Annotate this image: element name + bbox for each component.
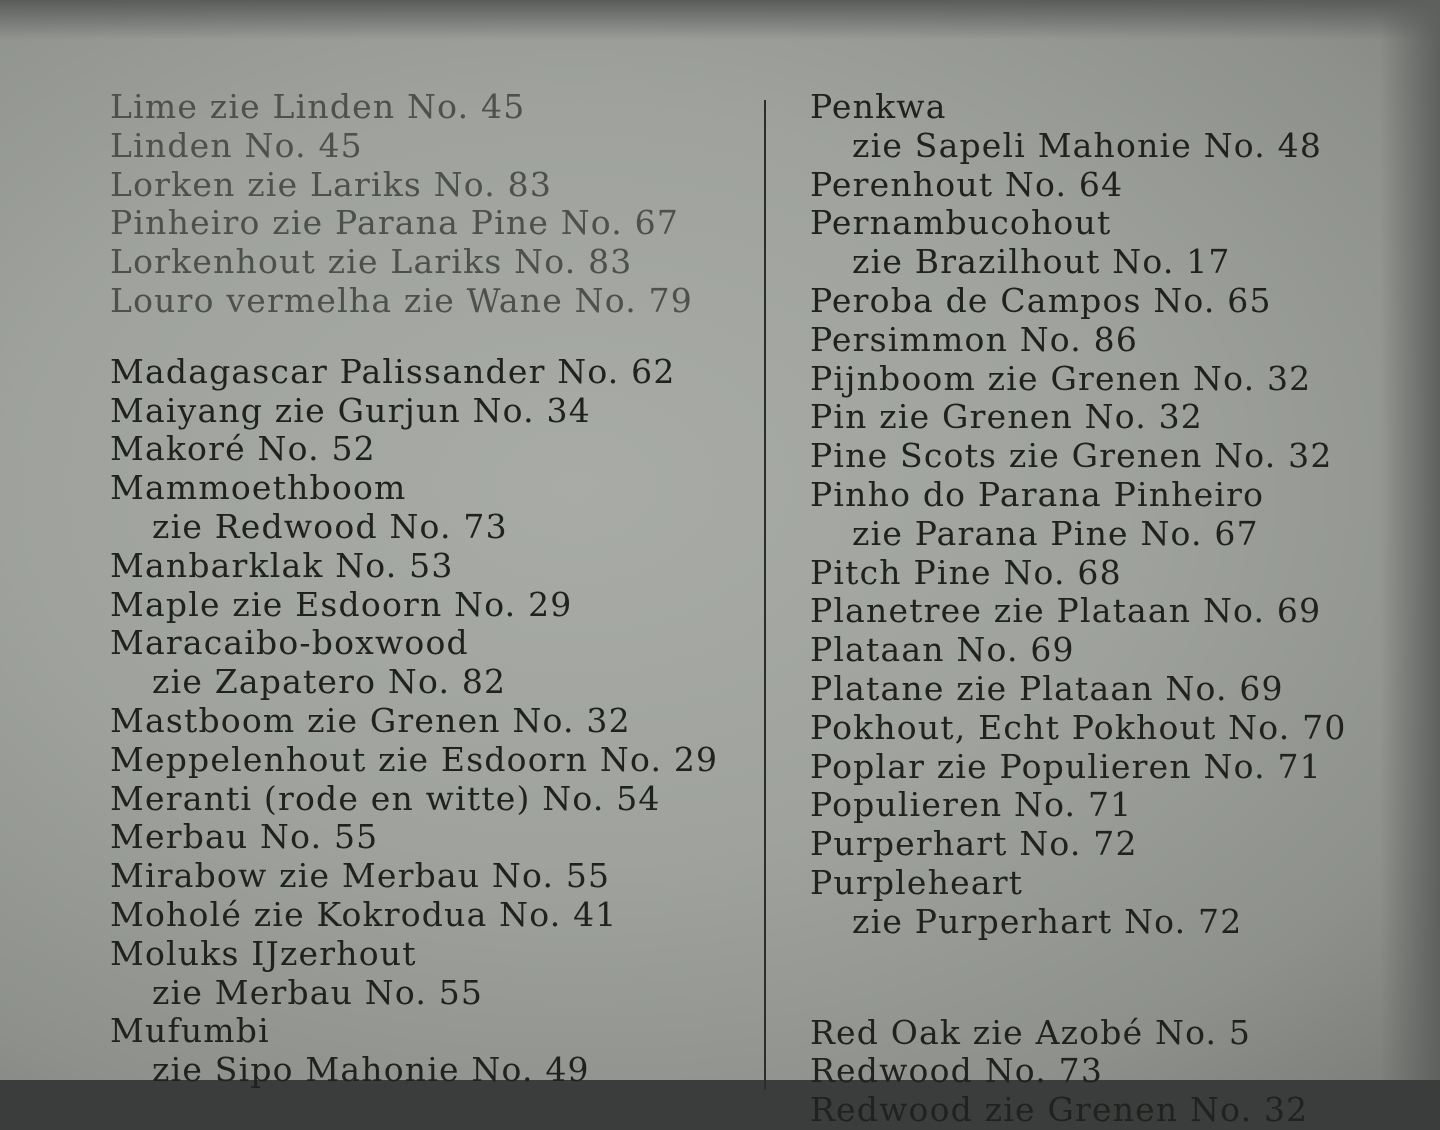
index-column-left (110, 88, 760, 1090)
index-entry: Red Oak zie Azobé No. 5 (810, 1012, 1252, 1052)
index-entry: Mufumbi (110, 1011, 270, 1051)
index-entry: Meppelenhout zie Esdoorn No. 29 (110, 739, 719, 779)
index-entry-continuation: zie Merbau No. 55 (152, 972, 484, 1012)
index-entry-continuation: zie Parana Pine No. 67 (852, 513, 1259, 553)
index-entry: Pijnboom zie Grenen No. 32 (810, 358, 1312, 398)
index-entry: Meranti (rode en witte) No. 54 (110, 778, 661, 818)
index-entry: Poplar zie Populieren No. 71 (810, 746, 1322, 786)
index-entry: Moluks IJzerhout (110, 933, 417, 973)
index-entry-continuation: zie Sapeli Mahonie No. 48 (852, 125, 1323, 165)
index-entry: Lime zie Linden No. 45 (110, 87, 526, 126)
index-entry: Redwood No. 73 (810, 1051, 1104, 1091)
index-entry: Madagascar Palissander No. 62 (110, 351, 676, 391)
index-entry-continuation: zie Purperhart No. 72 (852, 901, 1243, 941)
index-entry: Redwood zie Grenen No. 32 (810, 1090, 1309, 1130)
index-entry: Louro vermelha zie Wane No. 79 (110, 280, 693, 320)
index-entry: Mirabow zie Merbau No. 55 (110, 856, 611, 896)
index-entry: Manbarklak No. 53 (110, 545, 454, 585)
index-entry: Moholé zie Kokrodua No. 41 (110, 894, 618, 934)
index-entry: Planetree zie Plataan No. 69 (810, 591, 1322, 631)
index-entry: Makoré No. 52 (110, 429, 376, 469)
index-entry: Pitch Pine No. 68 (810, 552, 1122, 592)
index-entry: Platane zie Plataan No. 69 (810, 668, 1284, 708)
index-entry: Mammoethboom (110, 468, 407, 508)
index-entry: Pin zie Grenen No. 32 (810, 397, 1203, 437)
index-entry: Lorken zie Lariks No. 83 (110, 164, 553, 204)
page-shadow-top (0, 0, 1440, 40)
index-entry: Peroba de Campos No. 65 (810, 280, 1272, 320)
index-entry: Penkwa (810, 87, 947, 126)
index-entry: Pokhout, Echt Pokhout No. 70 (810, 707, 1347, 747)
index-entry: Pernambucohout (810, 203, 1112, 243)
index-entry: Linden No. 45 (110, 125, 363, 165)
index-entry: Pinho do Parana Pinheiro (810, 474, 1265, 514)
index-entry: Purpleheart (810, 862, 1024, 902)
index-entry: Maple zie Esdoorn No. 29 (110, 584, 573, 624)
index-column-right (810, 88, 1410, 1130)
index-entry: Purperhart No. 72 (810, 824, 1138, 864)
index-entry: Pine Scots zie Grenen No. 32 (810, 436, 1333, 476)
index-entry: Maracaibo-boxwood (110, 623, 469, 663)
index-entry: Persimmon No. 86 (810, 319, 1139, 359)
index-entry: Lorkenhout zie Lariks No. 83 (110, 242, 633, 282)
index-entry-continuation: zie Redwood No. 73 (152, 506, 508, 546)
index-entry-continuation: zie Brazilhout No. 17 (852, 242, 1231, 282)
index-entry: Plataan No. 69 (810, 630, 1075, 670)
index-entry: Populieren No. 71 (810, 785, 1133, 825)
index-entry: Merbau No. 55 (110, 817, 379, 857)
index-entry: Maiyang zie Gurjun No. 34 (110, 390, 591, 430)
index-entry-continuation: zie Zapatero No. 82 (152, 662, 507, 702)
index-entry: Pinheiro zie Parana Pine No. 67 (110, 203, 680, 243)
index-entry-continuation: zie Sipo Mahonie No. 49 (152, 1050, 590, 1090)
index-entry: Perenhout No. 64 (810, 164, 1124, 204)
column-divider (764, 100, 766, 1090)
index-entry: Mastboom zie Grenen No. 32 (110, 700, 631, 740)
